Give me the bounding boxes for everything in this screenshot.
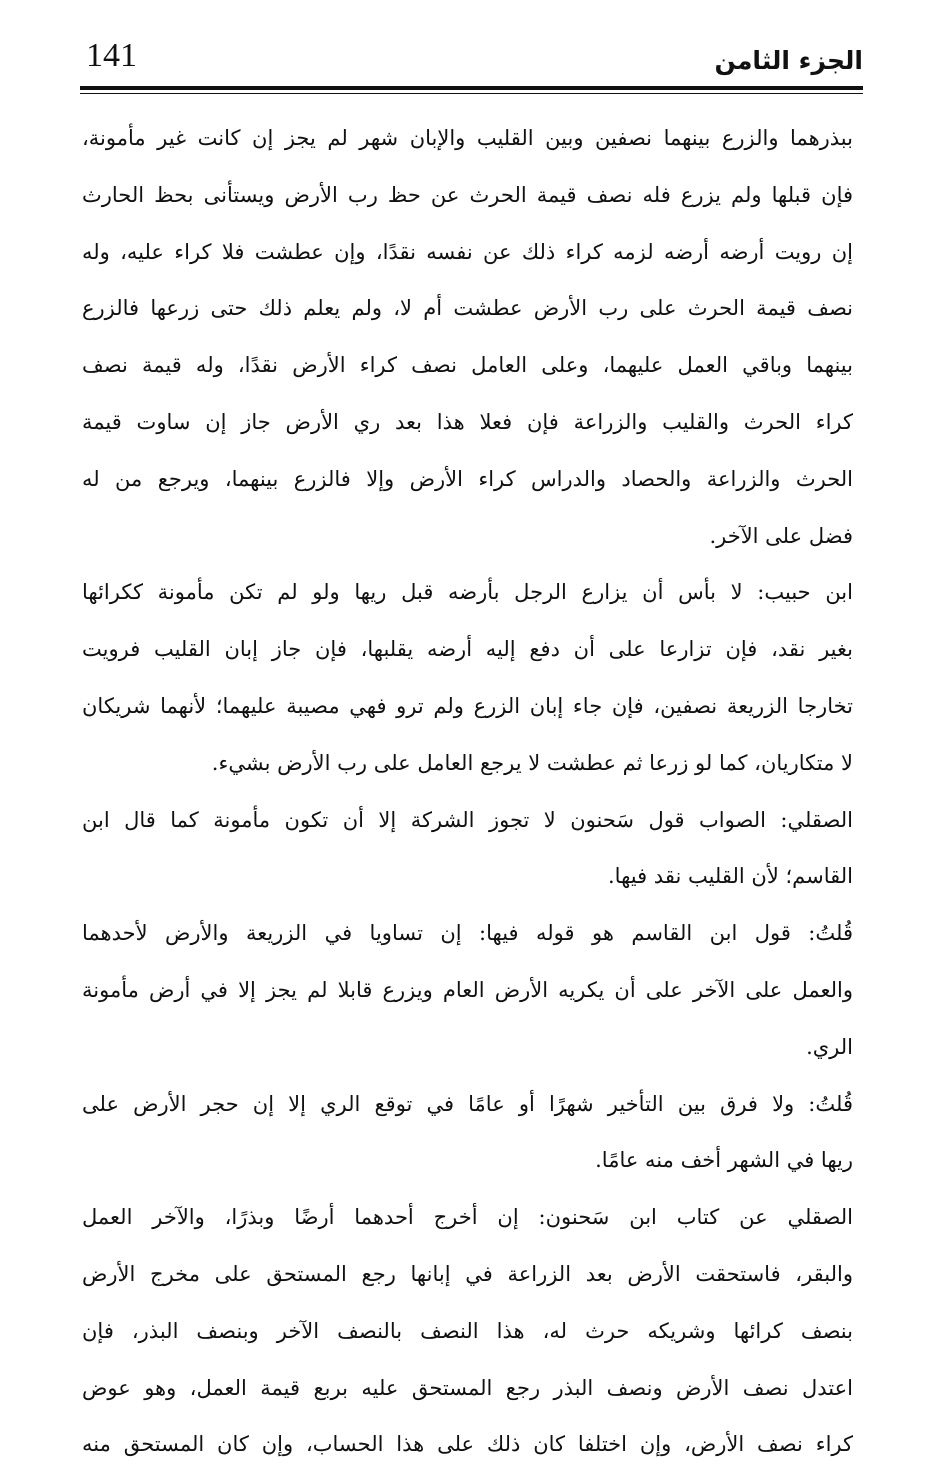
text-line: الصقلي: الصواب قول سَحنون لا تجوز الشركة إلا أن تكون مأمونة كما قال ابن — [82, 807, 853, 832]
text-line: نصف قيمة الحرث على رب الأرض عطشت أم لا، ولم يعلم ذلك حتى زرعها فالزرع — [82, 296, 853, 321]
text-line: بغير نقد، فإن تزارعا على أن دفع إليه أرضه يقلبها، فإن جاز إبان القليب فرويت — [82, 637, 853, 662]
text-line: ابن حبيب: لا بأس أن يزارع الرجل بأرضه قبل ريها ولو لم تكن مأمونة ككرائها — [82, 580, 853, 605]
text-line: فإن قبلها ولم يزرع فله نصف قيمة الحرث عن حظ رب الأرض ويستأنى بحظ الحارث — [82, 182, 853, 207]
text-line: لا متكاريان، كما لو زرعا ثم عطشت لا يرجع العامل على رب الأرض بشيء. — [211, 750, 853, 775]
text-line: قُلتُ: ولا فرق بين التأخير شهرًا أو عامًا في توقع الري إلا إن حجر الأرض على — [82, 1091, 853, 1116]
text-line: والبقر، فاستحقت الأرض بعد الزراعة في إبانها رجع المستحق على مخرج الأرض — [82, 1261, 853, 1286]
text-line: كراء نصف الأرض، وإن اختلفا كان ذلك على هذا الحساب، وإن كان المستحق منه — [82, 1432, 853, 1457]
text-line: فضل على الآخر. — [709, 523, 853, 548]
text-line: ريها في الشهر أخف منه عامًا. — [595, 1148, 853, 1173]
text-line: قُلتُ: قول ابن القاسم هو قوله فيها: إن تساويا في الزريعة والأرض لأحدهما — [82, 921, 853, 946]
text-line: الحرث والزراعة والحصاد والدراس كراء الأرض وإلا فالزرع بينهما، ويرجع من له — [82, 466, 853, 491]
text-line: ببذرهما والزرع بينهما نصفين وبين القليب والإبان شهر لم يجز إن كانت غير مأمونة، — [82, 126, 853, 150]
text-line: إن رويت أرضه أرضه لزمه كراء ذلك عن نفسه نقدًا، وإن عطشت فلا كراء عليه، وله — [82, 239, 853, 264]
running-head-title: الجزء الثامن — [714, 46, 863, 75]
text-line: كراء الحرث والقليب والزراعة فإن فعلا هذا بعد ري الأرض جاز إن ساوت قيمة — [82, 409, 853, 434]
page-number: 141 — [86, 37, 137, 74]
page-header — [80, 30, 863, 90]
header-rule-thick — [80, 86, 863, 90]
text-line: القاسم؛ لأن القليب نقد فيها. — [608, 864, 853, 889]
text-line: بنصف كرائها وشريكه حرث له، هذا النصف بالنصف الآخر وبنصف البذر، فإن — [82, 1318, 853, 1343]
text-line: اعتدل نصف الأرض ونصف البذر رجع المستحق عليه بربع قيمة العمل، وهو عوض — [82, 1375, 853, 1400]
text-line: تخارجا الزريعة نصفين، فإن جاء إبان الزرع ولم ترو فهي مصيبة عليهما؛ لأنهما شريكان — [82, 693, 853, 718]
text-line: الصقلي عن كتاب ابن سَحنون: إن أخرج أحدهما أرضًا وبذرًا، والآخر العمل — [82, 1205, 853, 1230]
header-rule-thin — [80, 93, 863, 94]
text-line: بينهما وباقي العمل عليهما، وعلى العامل نصف كراء الأرض نقدًا، وله قيمة نصف — [82, 353, 853, 378]
text-line: والعمل على الآخر على أن يكريه الأرض العام ويزرع قابلا لم يجز إلا في أرض مأمونة — [82, 977, 853, 1002]
body-text — [82, 110, 853, 1473]
text-line: الري. — [806, 1034, 853, 1059]
